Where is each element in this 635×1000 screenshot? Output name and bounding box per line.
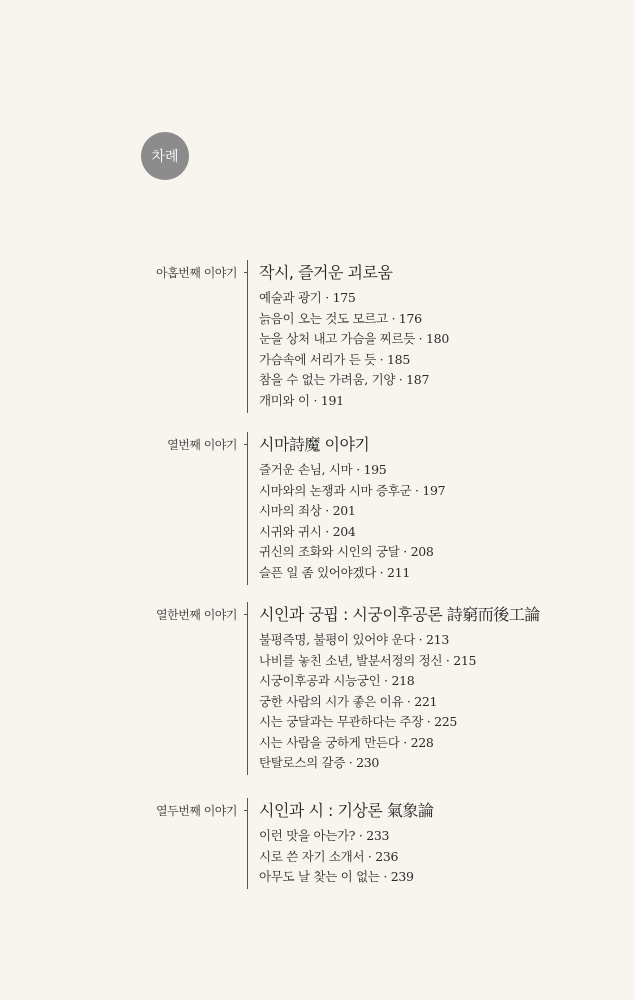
chapter-divider-line xyxy=(247,602,248,775)
toc-entry[interactable]: 시로 쓴 자기 소개서 · 236 xyxy=(259,848,399,864)
toc-entry[interactable]: 눈을 상처 내고 가슴을 찌르듯 · 180 xyxy=(259,331,449,346)
toc-entry[interactable]: 시마와의 논쟁과 시마 증후군 · 197 xyxy=(259,482,446,498)
toc-entry[interactable]: 아무도 날 찾는 이 없는 · 239 xyxy=(259,869,414,884)
toc-entry[interactable]: 시궁이후공과 시능궁인 · 218 xyxy=(259,673,415,688)
toc-badge xyxy=(141,132,189,180)
toc-entry[interactable]: 참을 수 없는 가려움, 기양 · 187 xyxy=(259,372,430,387)
chapter-divider-tick xyxy=(244,444,248,445)
toc-entry[interactable]: 귀신의 조화와 시인의 궁달 · 208 xyxy=(259,544,434,559)
toc-entry[interactable]: 예술과 광기 · 175 xyxy=(259,290,356,305)
toc-entry[interactable]: 개미와 이 · 191 xyxy=(259,392,344,408)
chapter-title[interactable]: 시인과 시 : 기상론 氣象論 xyxy=(259,801,434,820)
toc-entry[interactable]: 즐거운 손님, 시마 · 195 xyxy=(259,462,387,477)
chapter-title[interactable]: 시인과 궁핍 : 시궁이후공론 詩窮而後工論 xyxy=(259,605,540,624)
chapter-label: 열두번째 이야기 xyxy=(156,804,237,818)
chapter-divider-line xyxy=(247,260,248,413)
toc-entry[interactable]: 궁한 사람의 시가 좋은 이유 · 221 xyxy=(259,693,438,709)
chapter-divider-tick xyxy=(244,614,248,615)
chapter-label: 열번째 이야기 xyxy=(167,438,237,452)
toc-entry[interactable]: 불평즉명, 불평이 있어야 운다 · 213 xyxy=(259,632,449,647)
chapter-divider-line xyxy=(247,432,248,585)
toc-badge-label: 차례 xyxy=(151,149,179,165)
toc-entry[interactable]: 시는 궁달과는 무관하다는 주장 · 225 xyxy=(259,714,458,729)
toc-entry[interactable]: 슬픈 일 좀 있어야겠다 · 211 xyxy=(259,564,410,580)
chapter-title[interactable]: 시마詩魔 이야기 xyxy=(259,435,370,454)
chapter-label: 열한번째 이야기 xyxy=(156,608,237,622)
toc-entry[interactable]: 시는 사람을 궁하게 만든다 · 228 xyxy=(259,734,434,750)
chapter-divider-tick xyxy=(244,810,248,811)
toc-entry[interactable]: 탄탈로스의 갈증 · 230 xyxy=(259,755,380,770)
chapter-title[interactable]: 작시, 즐거운 괴로움 xyxy=(259,263,393,282)
toc-entry[interactable]: 시마의 죄상 · 201 xyxy=(259,503,356,518)
chapter-divider-line xyxy=(247,798,248,889)
toc-entry[interactable]: 나비를 놓친 소년, 발분서정의 정신 · 215 xyxy=(259,652,477,668)
toc-entry[interactable]: 시귀와 귀시 · 204 xyxy=(259,523,356,539)
toc-entry[interactable]: 가슴속에 서리가 든 듯 · 185 xyxy=(259,351,410,367)
toc-entry[interactable]: 이런 맛을 아는가? · 233 xyxy=(259,828,390,843)
chapter-label: 아홉번째 이야기 xyxy=(156,266,237,280)
chapter-divider-tick xyxy=(244,272,248,273)
toc-entry[interactable]: 늙음이 오는 것도 모르고 · 176 xyxy=(259,310,422,326)
